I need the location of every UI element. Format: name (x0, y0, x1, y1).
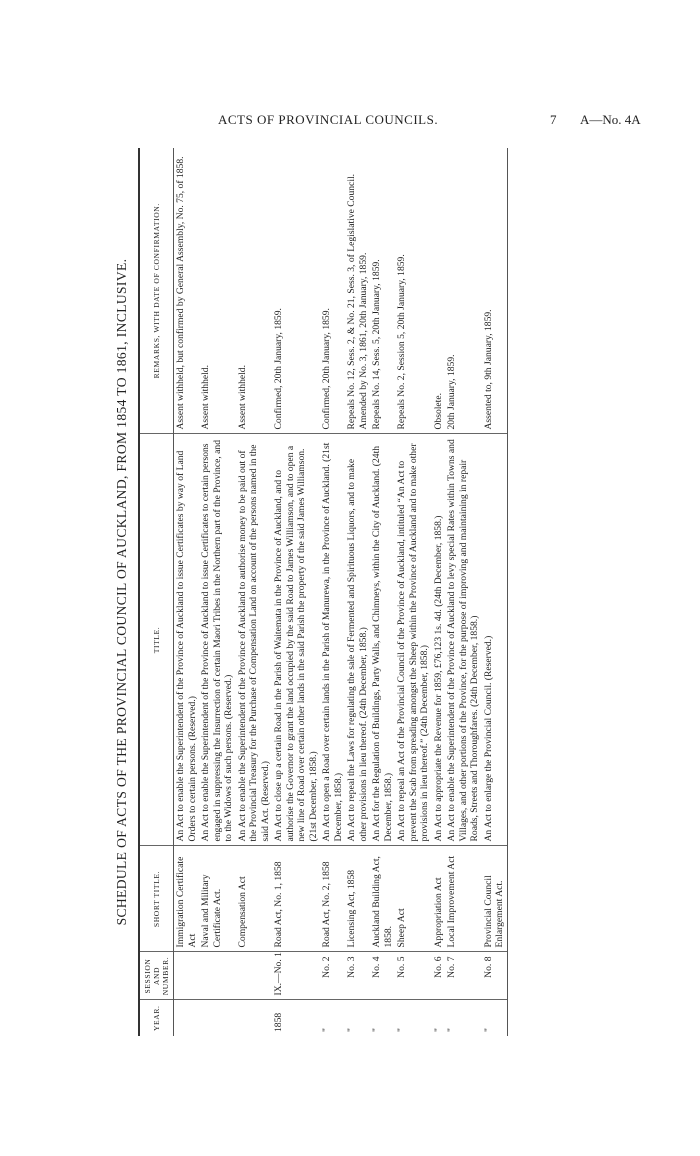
session-cell: No. 4 (370, 952, 395, 1000)
column-header-remarks: REMARKS, WITH DATE OF CONFIRMATION. (139, 148, 174, 434)
rotated-schedule (114, 148, 694, 1036)
short-title-cell: Licensing Act, 1858 (345, 846, 370, 952)
remarks-cell: Confirmed, 20th January, 1859. (320, 148, 345, 434)
short-title-cell: Naval and Military Certificate Act. (199, 846, 236, 952)
remarks-cell: Repeals No. 2, Session 5, 20th January, 1859. (395, 148, 432, 434)
title-cell: An Act to appropriate the Revenue for 1859, £76,123 1s. 4d. (24th December, 1858.) (432, 434, 446, 846)
short-title-cell: Road Act, No. 1, 1858 (272, 846, 320, 952)
year-cell: " (346, 1028, 358, 1032)
table-row (236, 148, 273, 1036)
session-cell: IX.—No. 1 (272, 952, 320, 1000)
schedule-title: SCHEDULE OF ACTS OF THE PROVINCIAL COUNCIL OF AUCKLAND, FROM 1854 TO 1861, INCLUSIVE. (114, 258, 129, 926)
year-cell: " (446, 1028, 458, 1032)
table-row (174, 148, 200, 1036)
remarks-cell: 20th January, 1859. (445, 148, 482, 434)
table-row (272, 148, 320, 1036)
table-row (482, 148, 508, 1036)
year-cell (174, 1000, 200, 1036)
schedule-table (138, 148, 508, 1036)
remarks-cell: Obsolete. (432, 148, 446, 434)
table-row (445, 148, 482, 1036)
session-cell: No. 6 (432, 952, 446, 1000)
table-header-row (139, 148, 174, 1036)
table-row (395, 148, 432, 1036)
short-title-cell: Sheep Act (395, 846, 432, 952)
remarks-cell: Assent withheld, but confirmed by General Assembly, No. 75, of 1858. (174, 148, 200, 434)
year-cell: 1858 (273, 1012, 285, 1032)
title-cell: An Act to enable the Superintendent of the Province of Auckland to issue Certificates to certain persons engaged in suppressing the Insurrection of certain Maori Tribes in the Northern part of the Province, and to the Widows of such persons. (Reserved.) (199, 434, 236, 846)
column-header-short-title: SHORT TITLE. (139, 846, 174, 952)
title-cell: An Act to repeal an Act of the Provincial Council of the Province of Auckland, intituled “An Act to prevent the Scab from spreading amongst the Sheep within the Province of Auckland and to make other provisions in lieu thereof.” (24th December, 1858.) (395, 434, 432, 846)
year-cell: " (371, 1028, 383, 1032)
year-cell: " (432, 1028, 444, 1032)
session-cell: No. 8 (482, 952, 508, 1000)
session-cell: No. 5 (395, 952, 432, 1000)
year-cell (199, 1000, 236, 1036)
year-cell (236, 1000, 273, 1036)
running-head (0, 112, 700, 132)
page-number: 7 (550, 112, 557, 127)
remarks-cell: Repeals No. 14, Sess. 5, 20th January, 1859. (370, 148, 395, 434)
document-reference: A—No. 4A (580, 112, 641, 127)
schedule-rows (174, 148, 508, 1036)
session-cell: No. 2 (320, 952, 345, 1000)
title-cell: An Act to repeal the Laws for regulating the sale of Fermented and Spirituous Liquors, and to make other provisions in lieu thereof. (24th December, 1858.) (345, 434, 370, 846)
short-title-cell: Compensation Act (236, 846, 273, 952)
title-cell: An Act to close up a certain Road in the Parish of Waitemata in the Province of Auckland, and to authorise the Governor to grant the land occupied by the said Road to James Williamson, and to open a new line of Road over certain other lands in the said Parish the property of the said James Williamson. (21st December, 1858.) (272, 434, 320, 846)
session-cell (236, 952, 273, 1000)
session-cell: No. 3 (345, 952, 370, 1000)
title-cell: An Act to enable the Superintendent of the Province of Auckland to authorise money to be paid out of the Provincial Treasury for the Purchase of Compensation Land on account of the persons named in the said Act. (Reserved.) (236, 434, 273, 846)
column-header-year: YEAR. (139, 1000, 174, 1036)
table-row (432, 148, 446, 1036)
short-title-cell: Provincial Council Enlargement Act. (482, 846, 508, 952)
table-row (199, 148, 236, 1036)
table-row (320, 148, 345, 1036)
column-header-title: TITLE. (139, 434, 174, 846)
running-head-title: ACTS OF PROVINCIAL COUNCILS. (218, 112, 439, 127)
title-cell: An Act for the Regulation of Buildings, Party Walls, and Chimneys, within the City of Auckland. (24th December, 1858.) (370, 434, 395, 846)
table-row (370, 148, 395, 1036)
remarks-cell: Assent withheld. (199, 148, 236, 434)
short-title-cell: Immigration Certificate Act (174, 846, 200, 952)
session-cell (174, 952, 200, 1000)
title-cell: An Act to enable the Superintendent of the Province of Auckland to issue Certificates by way of Land Orders to certain persons. (Reserved.) (174, 434, 200, 846)
short-title-cell: Auckland Building Act, 1858. (370, 846, 395, 952)
remarks-cell: Confirmed, 20th January, 1859. (272, 148, 320, 434)
remarks-cell: Assent withheld. (236, 148, 273, 434)
year-cell: " (321, 1028, 333, 1032)
remarks-cell: Assented to, 9th January, 1859. (482, 148, 508, 434)
session-cell: No. 7 (445, 952, 482, 1000)
year-cell: " (396, 1028, 408, 1032)
table-row (345, 148, 370, 1036)
remarks-cell: Repeals No. 12, Sess. 2, & No. 21, Sess. 3, of Legislative Council. Amended by No. 3, 1861, 20th January, 1859. (345, 148, 370, 434)
year-cell: " (482, 1000, 508, 1036)
title-cell: An Act to enable the Superintendent of the Province of Auckland to levy special Rates within Towns and Villages, and other portions of the Province, for the purpose of improving and maintaining in repair Roads, Streets and Thoroughfares. (24th December, 1858.) (445, 434, 482, 846)
short-title-cell: Local Improvement Act (445, 846, 482, 952)
session-cell (199, 952, 236, 1000)
title-cell: An Act to enlarge the Provincial Council. (Reserved.) (482, 434, 508, 846)
title-cell: An Act to open a Road over certain lands in the Parish of Manurewa, in the Province of Auckland. (21st December, 1858.) (320, 434, 345, 846)
column-header-session: SESSION AND NUMBER. (139, 952, 174, 1000)
short-title-cell: Appropriation Act (432, 846, 446, 952)
short-title-cell: Road Act, No. 2, 1858 (320, 846, 345, 952)
